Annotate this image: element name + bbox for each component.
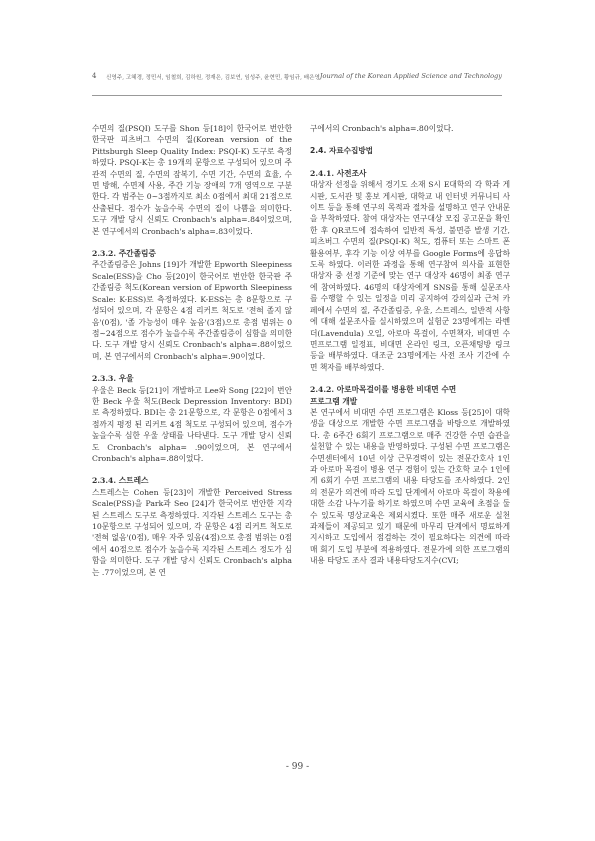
heading-2-4-2-cont: 프로그램 개발 — [310, 396, 358, 406]
paragraph-psqi: 수면의 질(PSQI) 도구를 Shon 등[18]이 한국어로 번안한 한국판 피츠버그 수면의 질(Korean version of the Pittsburgh Sleep Quality Index: PSQI-K) 도구로 측정하였다. PSQI-K는 총 19개의 문항으로 구성되어 있으며 주관적 수면의 질, 수면의 잠복기, 수면 기간, 수면의 효율, 수면 방해, 수면제 사용, 주간 기능 장애의 7개 영역으로 구분한다. 각 범주는 0~3점까지로 최소 0점에서 최대 21점으로 산출된다. 점수가 높을수록 수면의 질이 나쁨을 의미한다. 도구 개발 당시 신뢰도 Cronbach's alpha=.84이었으며, 본 연구에서의 Cronbach's alpha=.83이었다. — [92, 124, 292, 236]
header-rule — [92, 95, 502, 96]
heading-2-3-3: 2.3.3. 우울 — [92, 374, 134, 384]
heading-2-4-2: 2.4.2. 아로마목걸이를 병용한 비대면 수면 — [310, 385, 457, 395]
journal-title: Journal of the Korean Applied Science and Technology — [319, 72, 502, 80]
heading-2-4-1: 2.4.1. 사전조사 — [310, 168, 367, 178]
author-list: 신영주, 고혜경, 정민서, 임철희, 김하원, 정재은, 김보연, 임성주, 윤현민, 황임규, 배은영 — [106, 75, 320, 81]
right-column — [310, 123, 510, 567]
heading-2-3-2: 2.3.2. 주간졸림증 — [92, 249, 156, 259]
left-column — [92, 123, 292, 578]
running-header — [92, 70, 502, 84]
heading-2-3-4: 2.3.4. 스트레스 — [92, 476, 149, 486]
paragraph-ess: 주간졸림증은 Johns [19]가 개발한 Epworth Sleepiness Scale(ESS)을 Cho 등[20]이 한국어로 번안한 한국판 주간졸림증 척도(Korean version of Epworth Sleepiness Scale: K-ESS)로 측정하였다. K-ESS는 총 8문항으로 구성되어 있으며, 각 문항은 4점 리커트 척도로 '전혀 졸지 않음'(0점), '졸 가능성이 매우 높음'(3점)으로 총점 범위는 0점~24점으로 점수가 높을수록 주간졸림증이 심함을 의미한다. 도구 개발 당시 신뢰도 Cronbach's alpha=.88이었으며, 본 연구에서의 Cronbach's alpha=.90이었다. — [92, 260, 292, 361]
page-footer-number: - 99 - — [285, 762, 310, 772]
paragraph-program-development: 본 연구에서 비대면 수면 프로그램은 Kloss 등[25]이 대학생을 대상으로 개발한 수면 프로그램을 바탕으로 개발하였다. 총 6주간 6회기 프로그램으로 매주 건강한 수면 습관을 실천할 수 있는 내용을 반영하였다. 구성된 수면 프로그램은 수면센터에서 10년 이상 근무경력이 있는 전문간호사 1인과 아로마 목걸이 병용 연구 경험이 있는 간호학 교수 1인에게 6회기 수면 프로그램의 내용 타당도를 조사하였다. 2인의 전문가 의견에 따라 도입 단계에서 아로마 목걸이 착용에 대한 소감 나누기를 하기로 하였으며 수면 교육에 초점을 둘 수 있도록 명상교육은 제외시켰다. 또한 매주 새로운 실천 과제들이 제공되고 있기 때문에 마무리 단계에서 명료하게 지시하고 도입에서 점검하는 것이 필요하다는 의견에 따라 매 회기 도입 부분에 적용하였다. 전문가에 의한 프로그램의 내용 타당도 조사 결과 내용타당도지수(CVI; — [310, 407, 510, 566]
paragraph-pss: 스트레스는 Cohen 등[23]이 개발한 Perceived Stress Scale(PSS)을 Park과 Seo [24]가 한국어로 번안한 지각된 스트레스 도구로 측정하였다. 지각된 스트레스 도구는 총 10문항으로 구성되어 있으며, 각 문항은 4점 리커트 척도로 '전혀 없음'(0점), 매우 자주 있음(4점)으로 총점 범위는 0점에서 40점으로 점수가 높을수록 지각된 스트레스 정도가 심함을 의미한다. 도구 개발 당시 신뢰도 Cronbach's alpha는 .77이었으며, 본 연 — [92, 487, 292, 577]
paragraph-bdi: 우울은 Beck 등[21]이 개발하고 Lee와 Song [22]이 번안한 Beck 우울 척도(Beck Depression Inventory: BDI)로 측정하였다. BDI는 총 21문항으로, 각 문항은 0점에서 3점까지 평정 된 리커트 4점 척도로 구성되어 있으며, 점수가 높을수록 심한 우울 상태를 나타낸다. 도구 개발 당시 신뢰도 Cronbach's alpha= .90이었으며, 본 연구에서 Cronbach's alpha=.88이었다. — [92, 385, 292, 463]
paragraph-continuation: 구에서의 Cronbach's alpha=.80이었다. — [310, 124, 454, 133]
paragraph-pre-survey: 대상자 선정을 위해서 경기도 소재 S시 E대학의 각 학과 게시판, 도서관 및 홍보 게시판, 대학교 내 인터넷 커뮤니티 사이트 등을 통해 연구의 목적과 절차를 설명하고 연구 안내문을 부착하였다. 참여 대상자는 연구대상 모집 공고문을 확인한 후 QR코드에 접속하여 일반적 특성, 불면증 발생 기간, 피츠버그 수면의 질(PSQI-K) 척도, 컴퓨터 또는 스마트 폰 활용여부, 후각 기능 이상 여부를 Google Forms에 응답하도록 하였다. 이러한 과정을 통해 연구참여 의사를 표현한 대상자 중 선정 기준에 맞는 연구 대상자 46명이 최종 연구에 참여하였다. 46명의 대상자에게 SNS를 통해 실문조사를 수행할 수 있는 일정을 미리 공지하여 강의실과 근처 카페에서 수면의 질, 주간졸림증, 우울, 스트레스, 일반적 사항에 대해 설문조사를 실시하였으며 실험군 23명에게는 라벤더(Lavendula) 오일, 아로마 목걸이, 수면책자, 비대면 수면프로그램 일정표, 비대면 온라인 링크, 오픈채팅방 링크 등을 배부하였다. 대조군 23명에게는 사전 조사 기간에 수면 책자를 배부하였다. — [310, 180, 510, 372]
page-number: 4 — [92, 72, 97, 80]
heading-2-4: 2.4. 자료수집방법 — [310, 146, 373, 156]
